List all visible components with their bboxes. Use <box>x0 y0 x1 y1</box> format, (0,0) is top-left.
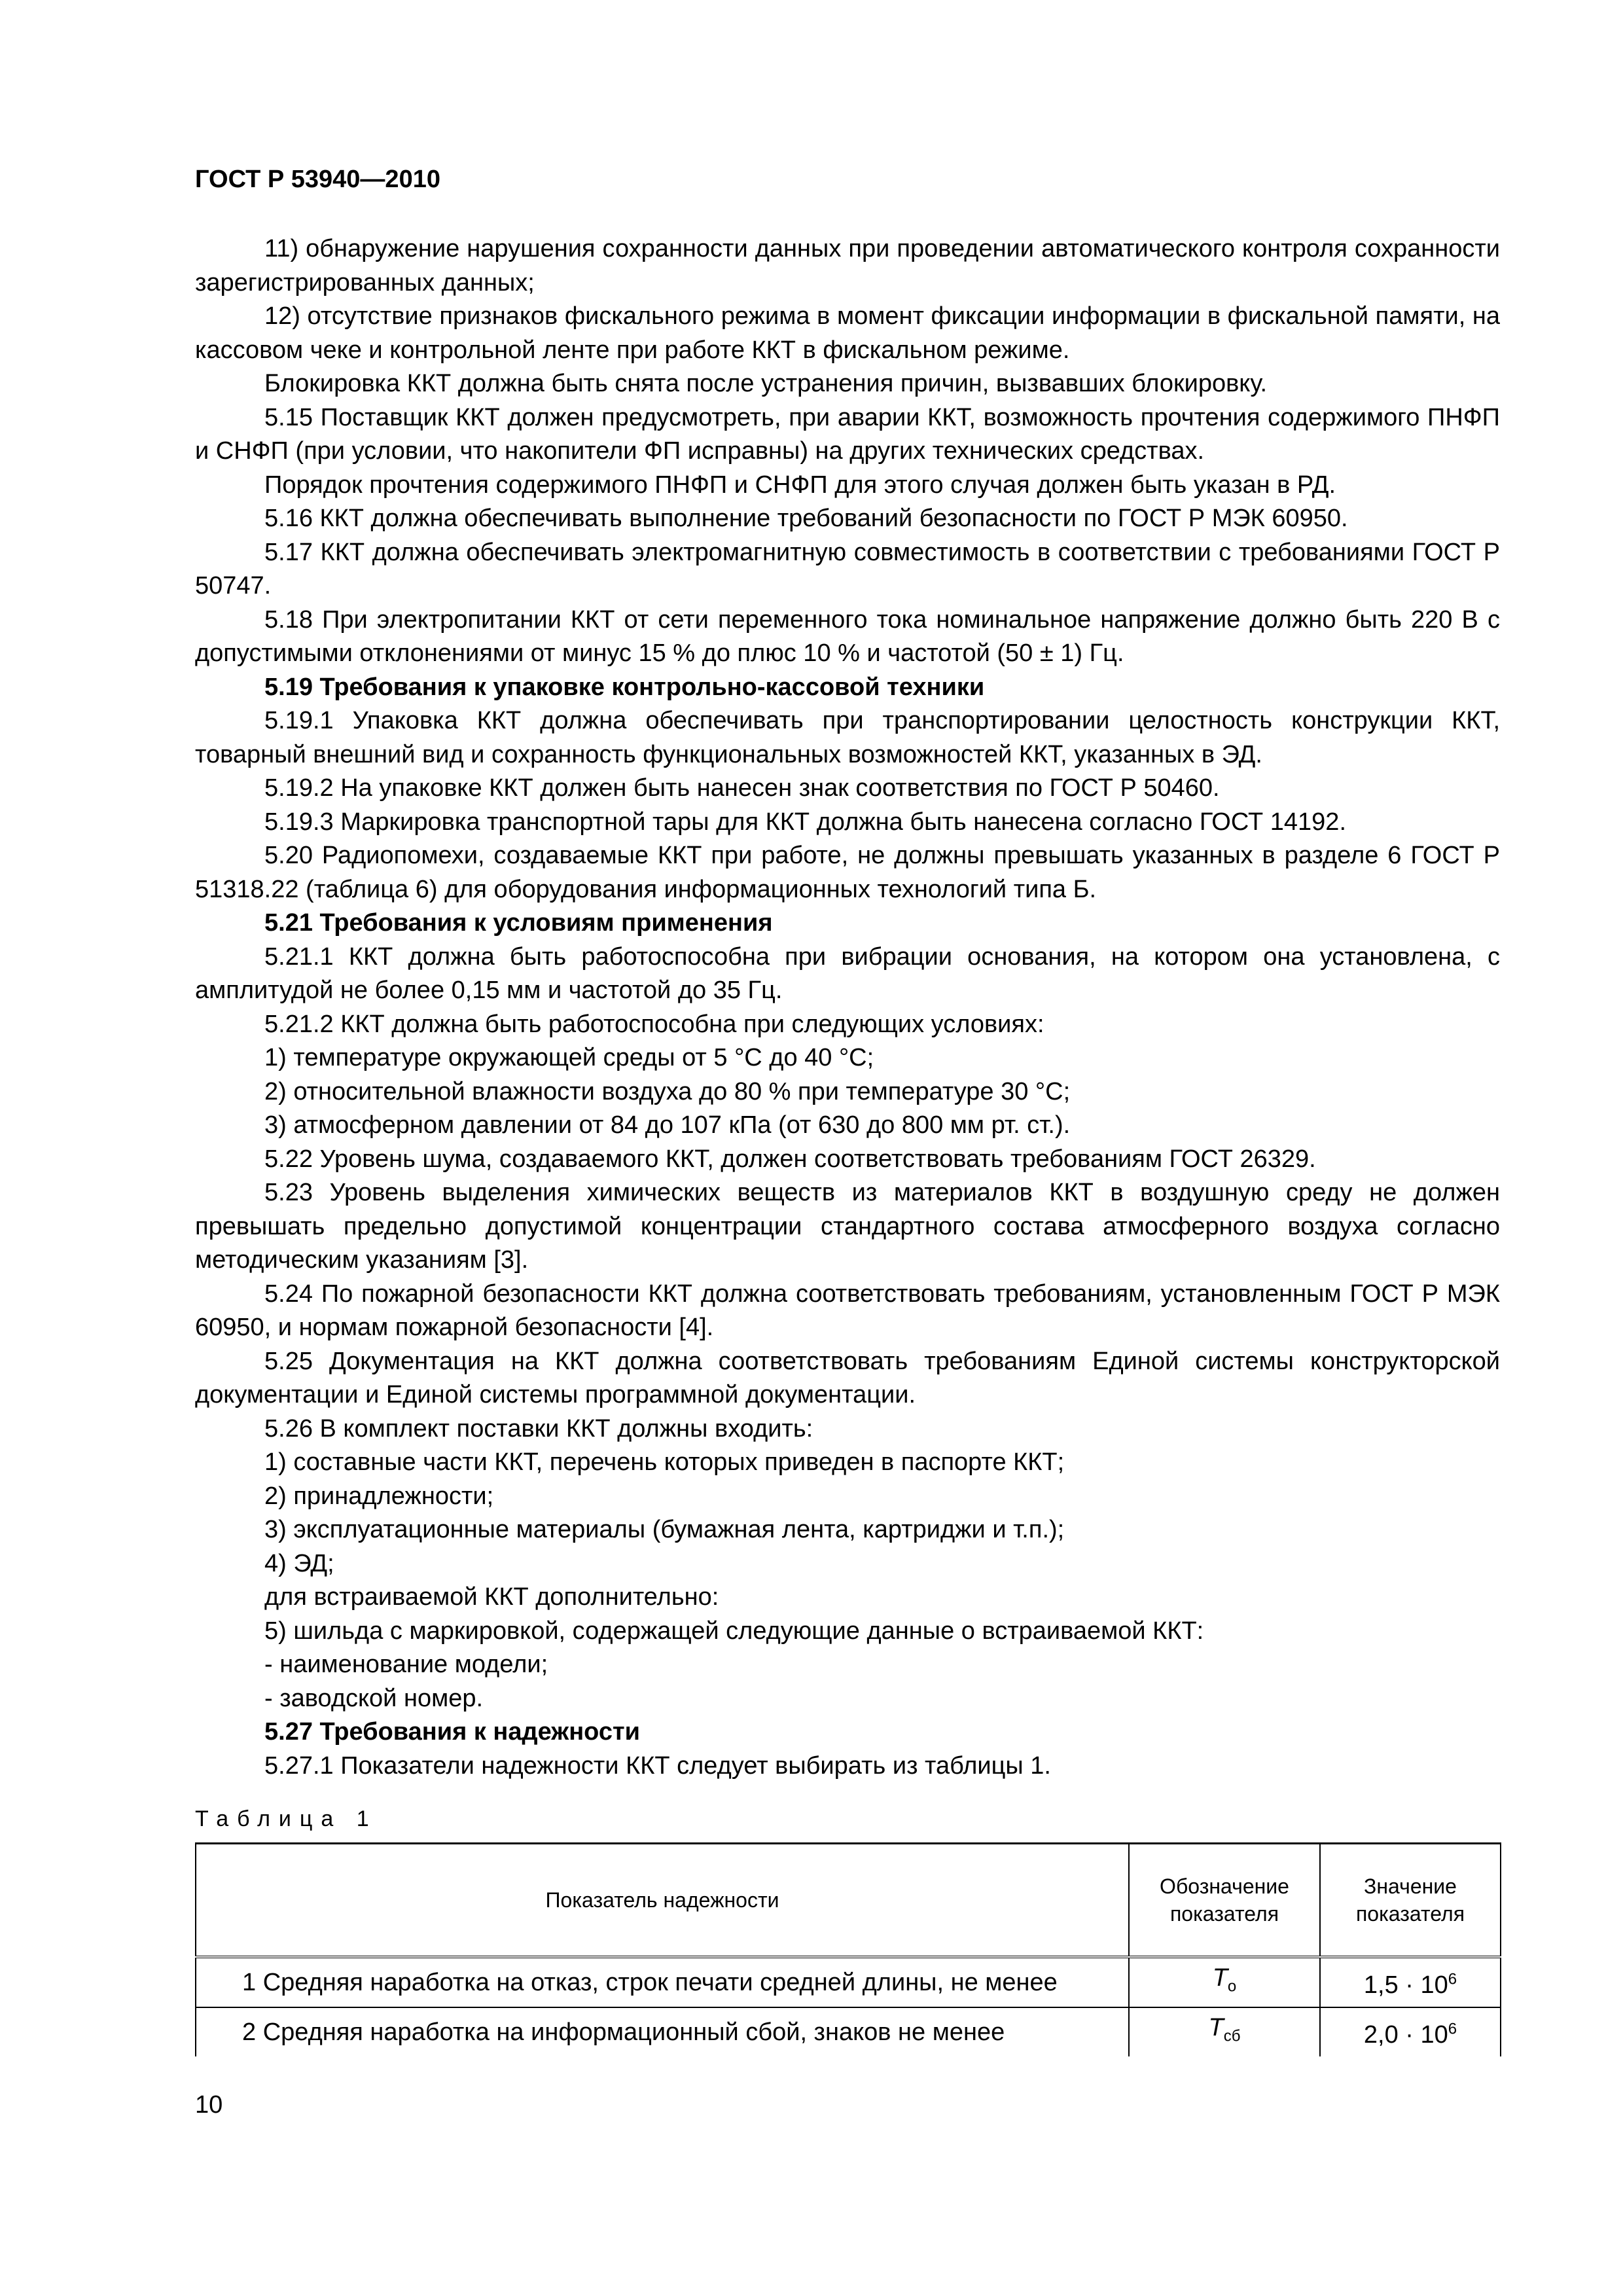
paragraph: 3) эксплуатационные материалы (бумажная лента, картриджи и т.п.); <box>264 1516 1065 1543</box>
paragraph: 5.19.2 На упаковке ККТ должен быть нанесен знак соответствия по ГОСТ Р 50460. <box>264 774 1220 802</box>
paragraph: 5.19.1 Упаковка ККТ должна обеспечивать при транспортировании целостность конструкции ККТ, товарный внешний вид и сохранность функциональных возможностей ККТ, указанных в ЭД. <box>195 707 1500 768</box>
symbol-cell <box>1129 1957 1320 2007</box>
paragraph: 5) шильда с маркировкой, содержащей следующие данные о встраиваемой ККТ: <box>264 1617 1204 1645</box>
paragraph: 1) температуре окружающей среды от 5 °С до 40 °С; <box>264 1044 874 1071</box>
paragraph: 5.20 Радиопомехи, создаваемые ККТ при работе, не должны превышать указанных в разделе 6 ГОСТ Р 51318.22 (таблица 6) для оборудования информационных технологий типа Б. <box>195 842 1500 903</box>
paragraph: 5.25 Документация на ККТ должна соответствовать требованиям Единой системы конструкторской документации и Единой системы программной документации. <box>195 1347 1500 1408</box>
paragraph: 5.16 ККТ должна обеспечивать выполнение требований безопасности по ГОСТ Р МЭК 60950. <box>264 505 1348 532</box>
paragraph: - заводской номер. <box>264 1684 484 1712</box>
table-header-row <box>196 1844 1501 1958</box>
indicator-cell: 2 Средняя наработка на информационный сбой, знаков не менее <box>196 2007 1129 2056</box>
symbol-letter: T <box>1208 2014 1224 2042</box>
table-row <box>196 2007 1501 2056</box>
paragraph: 12) отсутствие признаков фискального режима в момент фиксации информации в фискальной памяти, на кассовом чеке и контрольной ленте при работе ККТ в фискальном режиме. <box>195 302 1500 364</box>
section-heading: 5.27 Требования к надежности <box>264 1718 640 1746</box>
paragraph: 5.21.1 ККТ должна быть работоспособна при вибрации основания, на котором она установлена, с амплитудой не более 0,15 мм и частотой до 35 Гц. <box>195 942 1500 1004</box>
paragraph: 5.17 ККТ должна обеспечивать электромагнитную совместимость в соответствии с требованиями ГОСТ Р 50747. <box>195 538 1500 600</box>
paragraph: 4) ЭД; <box>264 1549 334 1577</box>
column-header-value: Значение показателя <box>1320 1844 1501 1958</box>
paragraph: 5.22 Уровень шума, создаваемого ККТ, должен соответствовать требованиям ГОСТ 26329. <box>264 1145 1316 1173</box>
paragraph: 2) относительной влажности воздуха до 80 % при температуре 30 °С; <box>264 1077 1071 1105</box>
value-mantissa: 2,0 · 10 <box>1363 2021 1448 2049</box>
value-exponent: 6 <box>1448 2020 1457 2038</box>
value-cell <box>1320 2007 1501 2056</box>
paragraph: 1) составные части ККТ, перечень которых приведен в паспорте ККТ; <box>264 1448 1065 1476</box>
paragraph: 5.27.1 Показатели надежности ККТ следует выбирать из таблицы 1. <box>264 1751 1051 1780</box>
paragraph: Порядок прочтения содержимого ПНФП и СНФП для этого случая должен быть указан в РД. <box>264 471 1336 499</box>
column-header-symbol: Обозначение показателя <box>1129 1844 1320 1958</box>
paragraph: - наименование модели; <box>264 1651 548 1678</box>
document-header: ГОСТ Р 53940—2010 <box>195 166 440 193</box>
body-text <box>195 232 1500 1783</box>
paragraph: для встраиваемой ККТ дополнительно: <box>264 1583 719 1611</box>
paragraph: 5.24 По пожарной безопасности ККТ должна соответствовать требованиям, установленным ГОСТ Р МЭК 60950, и нормам пожарной безопасности [4]. <box>195 1280 1500 1341</box>
value-mantissa: 1,5 · 10 <box>1363 1971 1448 2000</box>
table-row <box>196 1957 1501 2007</box>
paragraph: 2) принадлежности; <box>264 1482 494 1510</box>
symbol-letter: T <box>1212 1964 1228 1992</box>
section-heading: 5.21 Требования к условиям применения <box>264 909 773 937</box>
paragraph: 5.19.3 Маркировка транспортной тары для ККТ должна быть нанесена согласно ГОСТ 14192. <box>264 808 1346 836</box>
symbol-subscript: о <box>1227 1977 1237 1996</box>
value-exponent: 6 <box>1448 1970 1457 1988</box>
symbol-cell <box>1129 2007 1320 2056</box>
paragraph: 5.26 В комплект поставки ККТ должны входить: <box>264 1414 813 1443</box>
paragraph: 5.15 Поставщик ККТ должен предусмотреть, при аварии ККТ, возможность прочтения содержимого ПНФП и СНФП (при условии, что накопители ФП исправны) на других технических средствах. <box>195 403 1500 465</box>
value-cell <box>1320 1957 1501 2007</box>
paragraph: 5.23 Уровень выделения химических веществ из материалов ККТ в воздушную среду не должен превышать предельно допустимой концентрации стандартного состава атмосферного воздуха согласно методическим указаниям [3]. <box>195 1179 1500 1274</box>
table-caption: Таблица 1 <box>195 1806 378 1831</box>
paragraph: 5.18 При электропитании ККТ от сети переменного тока номинальное напряжение должно быть 220 В с допустимыми отклонениями от минус 15 % до плюс 10 % и частотой (50 ± 1) Гц. <box>195 605 1500 667</box>
paragraph: Блокировка ККТ должна быть снята после устранения причин, вызвавших блокировку. <box>264 370 1268 397</box>
column-header-indicator: Показатель надежности <box>196 1844 1129 1958</box>
indicator-cell: 1 Средняя наработка на отказ, строк печати средней длины, не менее <box>196 1957 1129 2007</box>
paragraph: 5.21.2 ККТ должна быть работоспособна при следующих условиях: <box>264 1010 1044 1038</box>
paragraph: 3) атмосферном давлении от 84 до 107 кПа (от 630 до 800 мм рт. ст.). <box>264 1111 1071 1139</box>
section-heading: 5.19 Требования к упаковке контрольно-кассовой техники <box>264 673 985 701</box>
paragraph: 11) обнаружение нарушения сохранности данных при проведении автоматического контроля сохранности зарегистрированных данных; <box>195 235 1500 296</box>
page-number: 10 <box>195 2091 223 2119</box>
reliability-table <box>195 1842 1501 2056</box>
symbol-subscript: сб <box>1223 2027 1241 2045</box>
